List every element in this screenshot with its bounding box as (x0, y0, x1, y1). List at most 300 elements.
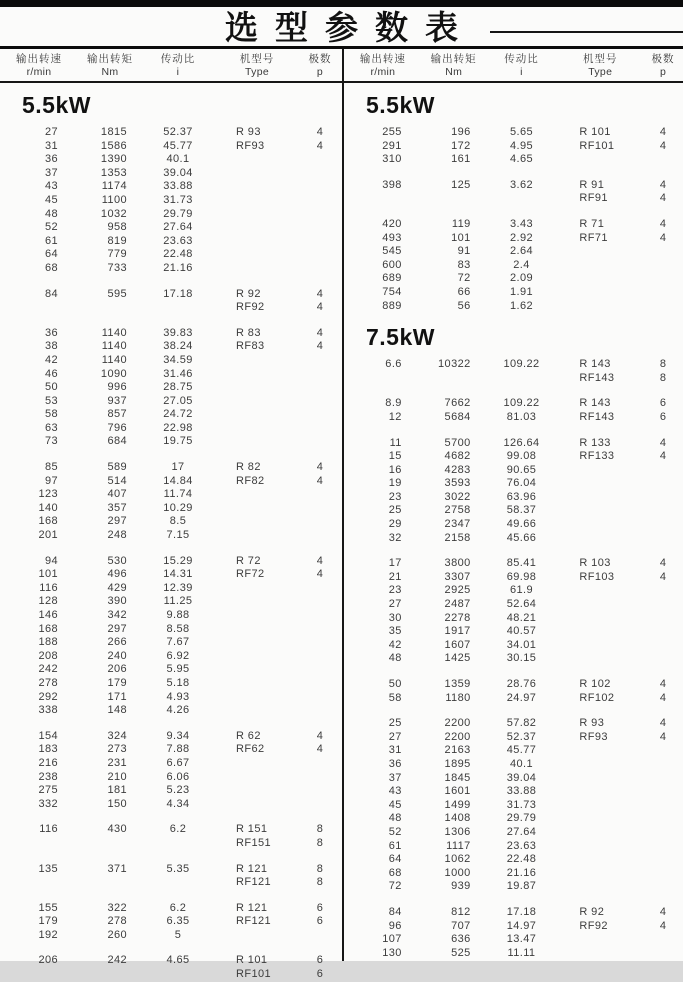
table-row (0, 663, 342, 677)
cell-type (557, 853, 643, 867)
cell-poles (300, 798, 340, 812)
cell-type (557, 840, 643, 854)
tables-area (0, 49, 683, 981)
table-row (344, 411, 683, 425)
cell-speed (344, 372, 422, 386)
table-row (344, 731, 683, 745)
cell-type: RF93 (579, 730, 608, 743)
cell-ratio: 11.25 (163, 595, 193, 608)
table-row (344, 598, 683, 612)
cell-torque: 390 (107, 595, 127, 608)
cell-poles (300, 529, 340, 543)
cell-ratio: 45.66 (506, 531, 537, 544)
table-left-half (0, 49, 342, 981)
cell-type (214, 262, 300, 276)
table-row (344, 300, 683, 314)
cell-ratio: 5.65 (509, 126, 533, 138)
cell-speed: 27 (388, 730, 402, 743)
cell-ratio: 29.79 (163, 207, 193, 220)
table-row (0, 327, 342, 341)
cell-type (214, 208, 300, 222)
cell-ratio: 11.11 (507, 946, 536, 959)
cell-type (214, 395, 300, 409)
cell-ratio: 30.15 (506, 652, 537, 665)
cell-type (214, 582, 300, 596)
cell-torque: 1359 (444, 678, 471, 690)
cell-torque: 937 (107, 394, 127, 407)
cell-type (214, 180, 300, 194)
cell-torque: 231 (107, 756, 127, 769)
cell-speed: 216 (38, 756, 58, 769)
cell-type (557, 812, 643, 826)
cell-speed: 183 (38, 743, 58, 756)
cell-torque: 707 (451, 919, 471, 932)
cell-poles: 4 (316, 126, 324, 138)
table-row (0, 167, 342, 181)
table-row (0, 153, 342, 167)
cell-ratio: 6.2 (169, 823, 187, 836)
cell-ratio: 2.64 (509, 245, 533, 258)
row-group (0, 954, 342, 981)
cell-speed: 85 (44, 461, 58, 474)
cell-poles: 8 (659, 371, 667, 384)
cell-type (214, 235, 300, 249)
cell-ratio: 39.83 (163, 326, 193, 339)
cell-ratio: 2.92 (509, 231, 533, 244)
cell-type (557, 464, 643, 478)
table-row (0, 194, 342, 208)
cell-torque: 819 (107, 234, 127, 247)
table-row (0, 126, 342, 140)
table-row (344, 153, 683, 167)
cell-speed: 398 (382, 178, 402, 191)
cell-torque: 2200 (444, 730, 471, 743)
cell-torque: 1425 (444, 652, 471, 665)
cell-poles (643, 300, 683, 314)
cell-ratio: 11.74 (163, 488, 193, 501)
cell-poles: 4 (659, 717, 667, 730)
cell-poles (643, 245, 683, 259)
cell-speed: 61 (44, 234, 58, 247)
cell-ratio: 7.67 (166, 636, 190, 649)
cell-ratio: 19.87 (506, 880, 537, 893)
cell-ratio: 6.2 (169, 901, 187, 914)
table-row (344, 126, 683, 140)
cell-speed: 43 (388, 785, 402, 798)
cell-torque: 66 (457, 285, 471, 298)
cell-torque: 996 (107, 381, 127, 394)
cell-type (557, 286, 643, 300)
cell-torque: 206 (107, 663, 127, 676)
cell-type (214, 529, 300, 543)
cell-poles (643, 840, 683, 854)
cell-type (214, 784, 300, 798)
cell-type: RF143 (579, 371, 615, 384)
cell-torque: 83 (457, 258, 471, 271)
cell-poles (300, 368, 340, 382)
cell-ratio (486, 372, 558, 386)
cell-type: RF62 (236, 743, 265, 756)
cell-ratio: 5.23 (166, 784, 190, 797)
cell-torque: 2487 (444, 598, 471, 611)
column-header-ratio (486, 53, 558, 81)
cell-torque: 72 (457, 272, 471, 285)
cell-type (557, 477, 643, 491)
table-row (0, 408, 342, 422)
cell-type (557, 491, 643, 505)
column-header-row (0, 49, 342, 83)
row-group (344, 717, 683, 894)
cell-torque: 1032 (100, 207, 127, 220)
cell-torque: 1140 (101, 326, 127, 339)
cell-torque: 161 (451, 153, 471, 166)
cell-torque: 1845 (444, 771, 471, 784)
cell-torque: 779 (107, 248, 127, 261)
cell-torque: 4283 (444, 463, 471, 476)
cell-speed: 31 (44, 139, 58, 152)
cell-torque: 181 (107, 784, 127, 797)
column-body (344, 93, 683, 960)
cell-type: R 93 (579, 717, 605, 730)
cell-ratio: 40.1 (166, 153, 190, 166)
header-unit-type: Type (245, 66, 269, 78)
cell-torque: 324 (107, 729, 127, 742)
cell-torque: 260 (107, 928, 127, 941)
cell-speed: 23 (388, 490, 402, 503)
cell-ratio: 34.01 (506, 638, 537, 651)
column-header-speed (344, 53, 422, 81)
header-unit-torque: Nm (101, 66, 119, 78)
cell-torque: 525 (451, 946, 471, 959)
cell-torque: 1180 (445, 691, 471, 704)
cell-speed: 45 (388, 798, 402, 811)
cell-poles (300, 435, 340, 449)
cell-poles (300, 354, 340, 368)
cell-speed: 96 (388, 919, 402, 932)
cell-type (214, 194, 300, 208)
cell-poles: 6 (316, 968, 324, 981)
column-header-ratio (142, 53, 214, 81)
cell-speed: 179 (38, 915, 58, 928)
cell-ratio: 4.95 (509, 139, 533, 152)
table-row (0, 235, 342, 249)
cell-speed: 155 (38, 901, 58, 914)
cell-speed: 36 (388, 757, 402, 770)
header-unit-type: Type (588, 66, 613, 78)
cell-poles (643, 464, 683, 478)
table-row (344, 717, 683, 731)
table-row (344, 812, 683, 826)
cell-torque: 589 (107, 461, 127, 474)
cell-ratio: 5.18 (166, 676, 190, 689)
cell-ratio: 14.84 (163, 474, 193, 487)
cell-poles (643, 272, 683, 286)
cell-type (214, 354, 300, 368)
table-row (0, 650, 342, 664)
cell-speed: 36 (44, 153, 58, 166)
table-row (0, 823, 342, 837)
cell-torque: 278 (107, 915, 127, 928)
cell-torque: 407 (107, 488, 127, 501)
table-row (344, 840, 683, 854)
cell-torque: 1140 (101, 340, 127, 353)
table-row (344, 286, 683, 300)
cell-poles: 8 (316, 862, 324, 875)
table-row (0, 422, 342, 436)
cell-poles: 4 (659, 678, 667, 690)
cell-ratio: 27.64 (506, 825, 537, 838)
table-row (344, 639, 683, 653)
cell-poles (643, 584, 683, 598)
cell-speed (0, 968, 78, 982)
cell-ratio: 45.77 (506, 744, 537, 757)
cell-speed: 58 (44, 408, 58, 421)
cell-speed: 97 (44, 474, 58, 487)
cell-ratio: 9.88 (166, 609, 190, 621)
cell-torque: 210 (107, 770, 127, 783)
cell-type (557, 772, 643, 786)
cell-type (557, 612, 643, 626)
cell-speed: 154 (38, 729, 58, 742)
row-group (344, 437, 683, 546)
header-unit-speed: r/min (370, 66, 396, 78)
cell-poles: 4 (659, 557, 667, 570)
page-title: 选型参数表 (225, 9, 475, 46)
row-group (0, 288, 342, 315)
table-row (0, 461, 342, 475)
row-group (344, 126, 683, 167)
row-group (344, 678, 683, 705)
cell-torque: 1174 (101, 180, 127, 193)
cell-torque: 429 (107, 581, 127, 594)
table-row (0, 595, 342, 609)
table-row (0, 515, 342, 529)
cell-type (557, 785, 643, 799)
column-header-type (557, 53, 643, 81)
cell-ratio: 3.43 (509, 217, 533, 230)
header-unit-speed: r/min (26, 66, 52, 78)
table-right-half (344, 49, 683, 961)
cell-speed: 292 (38, 690, 58, 703)
cell-ratio (142, 837, 214, 851)
cell-speed (344, 192, 422, 206)
cell-type (214, 623, 300, 637)
cell-poles (300, 582, 340, 596)
cell-poles (643, 812, 683, 826)
cell-poles: 4 (316, 301, 324, 314)
cell-speed: 192 (38, 928, 58, 941)
cell-speed: 23 (388, 584, 402, 597)
cell-type (557, 799, 643, 813)
table-row (344, 140, 683, 154)
cell-torque: 91 (457, 245, 471, 258)
table-row (0, 529, 342, 543)
cell-poles: 8 (316, 823, 324, 836)
cell-torque: 514 (107, 474, 127, 487)
cell-torque: 1408 (444, 812, 471, 825)
cell-torque: 796 (107, 421, 127, 434)
cell-type: RF71 (579, 231, 608, 244)
table-row (0, 609, 342, 623)
cell-torque: 1607 (444, 638, 471, 651)
cell-ratio: 6.92 (166, 649, 190, 662)
cell-torque: 273 (107, 743, 127, 756)
table-row (344, 678, 683, 692)
cell-poles (643, 286, 683, 300)
cell-torque: 179 (107, 676, 127, 689)
center-divider-rule (342, 49, 344, 961)
header-label-ratio: 传动比 (160, 53, 196, 65)
row-group (0, 823, 342, 850)
cell-speed: 332 (38, 797, 58, 810)
cell-poles (300, 381, 340, 395)
cell-torque: 196 (451, 126, 471, 138)
cell-torque: 1000 (444, 866, 471, 879)
cell-speed: 107 (382, 933, 402, 946)
cell-poles: 6 (659, 397, 667, 410)
table-row (0, 636, 342, 650)
cell-ratio: 40.1 (509, 757, 533, 770)
cell-type (557, 947, 643, 961)
cell-type: R 92 (236, 287, 261, 300)
cell-poles (300, 502, 340, 516)
table-row (344, 947, 683, 961)
cell-ratio: 4.65 (166, 954, 190, 967)
cell-type: R 121 (236, 901, 268, 914)
section-power-label: 7.5kW (366, 324, 435, 351)
table-row (0, 837, 342, 851)
header-unit-poles: p (316, 66, 324, 78)
cell-type: RF143 (579, 410, 615, 423)
cell-poles (643, 758, 683, 772)
cell-poles (643, 947, 683, 961)
cell-poles (300, 677, 340, 691)
cell-speed: 38 (44, 340, 58, 353)
cell-ratio: 22.98 (163, 421, 193, 434)
table-row (344, 920, 683, 934)
header-label-type: 机型号 (582, 53, 618, 65)
table-row (0, 730, 342, 744)
cell-speed: 52 (388, 825, 402, 838)
cell-poles (300, 488, 340, 502)
cell-ratio: 38.24 (163, 340, 193, 353)
cell-speed: 52 (44, 221, 58, 234)
cell-type (557, 933, 643, 947)
table-row (344, 933, 683, 947)
cell-type (557, 532, 643, 546)
cell-poles (643, 491, 683, 505)
cell-torque: 2347 (444, 518, 471, 531)
cell-poles: 4 (316, 139, 324, 152)
cell-poles (300, 609, 340, 623)
cell-torque: 1062 (444, 853, 471, 866)
cell-poles: 4 (316, 554, 324, 567)
cell-type: RF121 (236, 876, 272, 889)
cell-ratio: 17 (171, 461, 185, 474)
table-row (344, 799, 683, 813)
table-row (344, 880, 683, 894)
cell-speed: 37 (388, 771, 402, 784)
cell-torque: 240 (107, 649, 127, 662)
cell-speed (0, 876, 78, 890)
table-row (344, 245, 683, 259)
cell-poles: 8 (316, 836, 324, 849)
table-row (344, 218, 683, 232)
table-row (344, 758, 683, 772)
cell-speed: 45 (44, 193, 58, 206)
cell-speed: 73 (44, 435, 58, 448)
cell-ratio: 6.06 (166, 770, 190, 783)
cell-type (557, 300, 643, 314)
table-row (0, 582, 342, 596)
cell-type (214, 609, 300, 623)
cell-ratio: 9.34 (166, 729, 190, 742)
cell-ratio: 109.22 (503, 358, 540, 371)
cell-poles (300, 704, 340, 718)
table-row (0, 743, 342, 757)
cell-type (557, 153, 643, 167)
cell-torque: 2163 (444, 744, 471, 757)
cell-poles (643, 853, 683, 867)
table-row (344, 192, 683, 206)
cell-type (557, 826, 643, 840)
cell-ratio: 1.62 (509, 299, 533, 312)
cell-torque: 342 (107, 609, 127, 621)
table-row (0, 221, 342, 235)
cell-type: RF121 (236, 915, 272, 928)
cell-type (214, 435, 300, 449)
cell-poles: 4 (316, 340, 324, 353)
table-row (0, 140, 342, 154)
cell-torque: 2758 (444, 504, 471, 517)
cell-poles (643, 153, 683, 167)
cell-ratio: 23.63 (506, 839, 537, 852)
cell-speed: 420 (382, 217, 402, 230)
cell-poles: 4 (659, 691, 667, 704)
cell-ratio: 15.29 (163, 554, 193, 567)
cell-poles: 4 (659, 192, 667, 205)
cell-speed: 338 (38, 704, 58, 717)
cell-ratio: 61.9 (509, 584, 533, 597)
cell-ratio: 4.65 (509, 153, 533, 166)
table-row (344, 826, 683, 840)
table-row (0, 968, 342, 982)
cell-poles (643, 612, 683, 626)
cell-speed: 493 (382, 231, 402, 244)
cell-type (214, 368, 300, 382)
cell-type (557, 584, 643, 598)
column-header-speed (0, 53, 78, 81)
cell-poles: 6 (316, 901, 324, 914)
cell-poles (643, 532, 683, 546)
title-area (0, 7, 683, 46)
cell-speed: 29 (388, 518, 402, 531)
cell-poles: 4 (316, 287, 324, 300)
cell-ratio: 52.37 (163, 126, 193, 138)
cell-ratio: 5 (174, 928, 182, 941)
cell-ratio: 19.75 (163, 435, 193, 448)
cell-type: RF101 (579, 139, 615, 152)
column-header-poles (300, 53, 340, 81)
cell-speed: 72 (388, 880, 402, 893)
cell-speed: 37 (44, 166, 58, 179)
cell-type: R 92 (579, 905, 605, 918)
cell-poles (300, 663, 340, 677)
cell-speed: 208 (38, 649, 58, 662)
cell-poles (300, 408, 340, 422)
cell-speed: 50 (44, 381, 58, 394)
table-row (344, 372, 683, 386)
